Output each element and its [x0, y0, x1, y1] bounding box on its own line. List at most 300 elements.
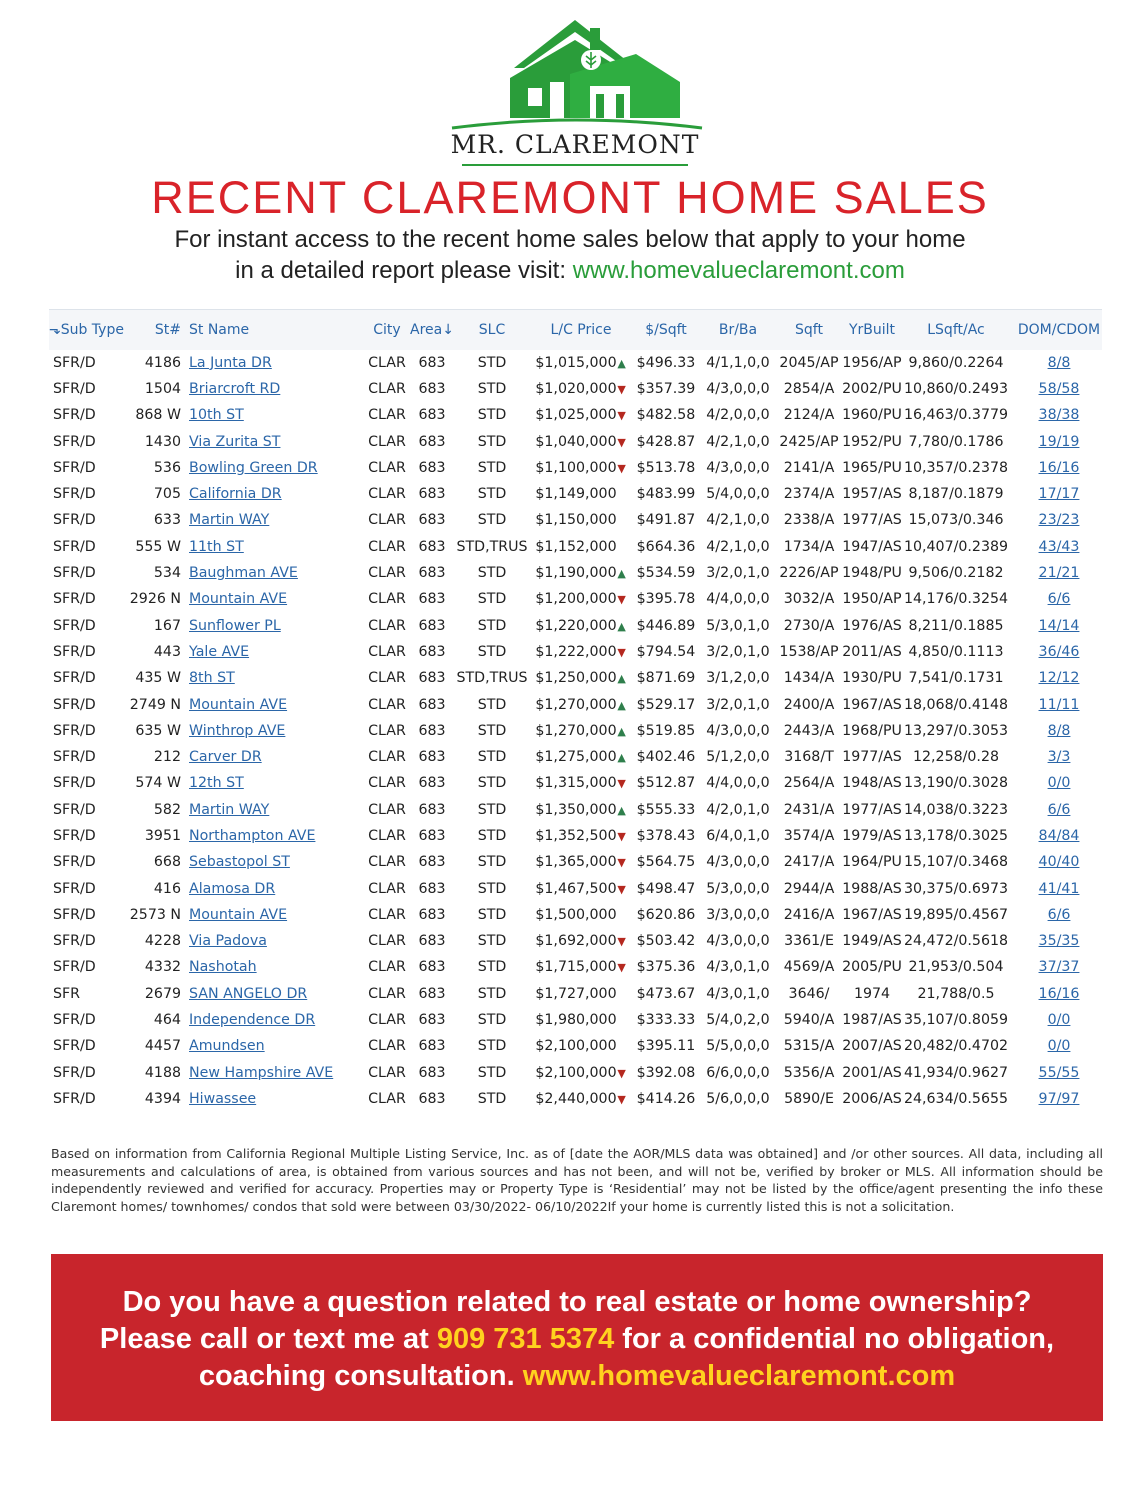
cell-slc: STD: [477, 880, 507, 897]
price-value: $1,727,000: [535, 985, 617, 1002]
cell-yr-built: 1987/AS: [842, 1012, 902, 1029]
table-row[interactable]: [49, 718, 1102, 744]
cell-street-number: 443: [153, 643, 181, 660]
cell-br-ba: 5/1,2,0,0: [706, 749, 770, 766]
page-title: RECENT CLAREMONT HOME SALES: [151, 172, 989, 223]
cell-street-name: [185, 350, 365, 376]
street-name-link[interactable]: Bowling Green DR: [189, 459, 318, 476]
cell-price-per-sqft: $473.67: [636, 985, 696, 1002]
cell-price: [529, 691, 633, 717]
street-name-link[interactable]: 12th ST: [189, 775, 244, 792]
cell-city: CLAR: [368, 880, 406, 897]
cell-sub-type: SFR/D: [53, 933, 96, 950]
price-up-arrow-icon: ▲: [617, 724, 626, 738]
cell-price: [529, 534, 633, 560]
dom-link[interactable]: 35/35: [1038, 933, 1080, 950]
price-down-arrow-icon: ▼: [617, 935, 626, 949]
price-value: $1,500,000: [535, 906, 617, 923]
table-row[interactable]: [49, 481, 1102, 507]
cell-city: CLAR: [368, 512, 406, 529]
cell-street-name: [185, 797, 365, 823]
street-name-link[interactable]: Martin WAY: [189, 801, 270, 818]
cell-sqft: 2944/A: [783, 880, 835, 897]
dom-link[interactable]: 12/12: [1038, 670, 1080, 687]
street-name-link[interactable]: 10th ST: [189, 407, 244, 424]
cell-city: CLAR: [368, 1064, 406, 1081]
table-row[interactable]: [49, 586, 1102, 612]
street-name-link[interactable]: Carver DR: [189, 749, 262, 766]
cell-price: [529, 1033, 633, 1059]
cell-price-per-sqft: $555.33: [636, 801, 696, 818]
cell-slc: STD: [477, 801, 507, 818]
cell-price: [529, 981, 633, 1007]
dom-link[interactable]: 37/37: [1038, 959, 1080, 976]
col-header-br-ba[interactable]: Br/Ba: [718, 321, 758, 338]
dom-link[interactable]: 19/19: [1038, 433, 1080, 450]
cell-dom: [1009, 691, 1102, 717]
cell-lot-sqft: 15,073/0.346: [908, 512, 1004, 529]
street-name-link[interactable]: Mountain AVE: [189, 696, 288, 713]
dom-link[interactable]: 21/21: [1038, 565, 1080, 582]
cell-sub-type: SFR/D: [53, 512, 96, 529]
cell-area: 683: [418, 617, 446, 634]
table-row[interactable]: [49, 1007, 1102, 1033]
cell-street-number: 2749 N: [129, 696, 181, 713]
street-name-link[interactable]: SAN ANGELO DR: [189, 985, 308, 1002]
street-name-link[interactable]: California DR: [189, 486, 282, 503]
cell-yr-built: 1968/PU: [842, 722, 902, 739]
cell-street-name: [185, 612, 365, 638]
dom-link[interactable]: 11/11: [1038, 696, 1080, 713]
price-value: $2,100,000: [535, 1064, 617, 1081]
cell-sqft: 3361/E: [784, 933, 834, 950]
cell-area: 683: [418, 959, 446, 976]
dom-link[interactable]: 55/55: [1038, 1064, 1080, 1081]
price-up-arrow-icon: ▲: [617, 672, 626, 686]
cta-phone-number[interactable]: 909 731 5374: [436, 1323, 615, 1355]
cell-price-per-sqft: $428.87: [636, 433, 696, 450]
cell-price: [529, 1086, 633, 1112]
cell-city: CLAR: [368, 906, 406, 923]
price-value: $1,100,000: [535, 459, 617, 476]
cell-price: [529, 954, 633, 980]
cell-slc: STD: [477, 380, 507, 397]
street-name-link[interactable]: Briarcroft RD: [189, 380, 281, 397]
cell-street-name: [185, 665, 365, 691]
dom-link[interactable]: 8/8: [1047, 722, 1071, 739]
cell-dom: [1009, 718, 1102, 744]
cell-area: 683: [418, 801, 446, 818]
price-value: $1,015,000: [535, 354, 617, 371]
dom-link[interactable]: 3/3: [1047, 749, 1071, 766]
cell-price: [529, 770, 633, 796]
dom-link[interactable]: 0/0: [1047, 1038, 1071, 1055]
cell-sqft: 2374/A: [783, 486, 835, 503]
table-row[interactable]: [49, 823, 1102, 849]
cell-street-number: 464: [153, 1012, 181, 1029]
cell-sub-type: SFR/D: [53, 459, 96, 476]
cell-dom: [1009, 875, 1102, 901]
cell-area: 683: [418, 722, 446, 739]
cell-price: [529, 639, 633, 665]
table-row[interactable]: [49, 428, 1102, 454]
cell-street-number: 534: [153, 565, 181, 582]
cell-price: [529, 718, 633, 744]
table-row[interactable]: [49, 560, 1102, 586]
cell-dom: [1009, 534, 1102, 560]
cell-sqft: 3032/A: [783, 591, 835, 608]
brand-logo: [440, 14, 710, 164]
col-header-sqft[interactable]: Sqft: [795, 321, 823, 338]
cell-price-per-sqft: $513.78: [636, 459, 696, 476]
cell-price: [529, 507, 633, 533]
col-header-price-per-sqft[interactable]: $/Sqft: [645, 321, 687, 338]
cell-price-per-sqft: $414.26: [636, 1090, 696, 1107]
cell-br-ba: 4/2,1,0,0: [706, 433, 770, 450]
price-value: $2,440,000: [535, 1090, 617, 1107]
cell-lot-sqft: 10,357/0.2378: [903, 459, 1009, 476]
price-down-arrow-icon: ▼: [617, 645, 626, 659]
table-row[interactable]: [49, 744, 1102, 770]
cell-br-ba: 4/3,0,1,0: [706, 985, 770, 1002]
cell-street-number: 1430: [144, 433, 181, 450]
cell-street-name: [185, 1007, 365, 1033]
table-row[interactable]: [49, 981, 1102, 1007]
cell-sqft: 5356/A: [783, 1064, 835, 1081]
dom-link[interactable]: 41/41: [1038, 880, 1080, 897]
price-down-arrow-icon: ▼: [617, 961, 626, 975]
cell-yr-built: 1957/AS: [842, 486, 902, 503]
dom-link[interactable]: 16/16: [1038, 985, 1080, 1002]
cell-yr-built: 2001/AS: [842, 1064, 902, 1081]
dom-link[interactable]: 0/0: [1047, 1012, 1071, 1029]
dom-link[interactable]: 23/23: [1038, 512, 1080, 529]
dom-link[interactable]: 36/46: [1038, 643, 1080, 660]
table-row[interactable]: [49, 875, 1102, 901]
table-row[interactable]: [49, 534, 1102, 560]
cell-price-per-sqft: $378.43: [636, 827, 696, 844]
cell-street-number: 668: [153, 854, 181, 871]
price-value: $1,149,000: [535, 486, 617, 503]
price-down-arrow-icon: ▼: [617, 1066, 626, 1080]
cell-slc: STD: [477, 906, 507, 923]
cell-area: 683: [418, 565, 446, 582]
cell-city: CLAR: [368, 1038, 406, 1055]
col-header-slc[interactable]: SLC: [478, 321, 506, 338]
price-value: $1,980,000: [535, 1012, 617, 1029]
cell-area: 683: [418, 933, 446, 950]
dom-link[interactable]: 16/16: [1038, 459, 1080, 476]
cell-price: [529, 612, 633, 638]
cell-street-name: [185, 376, 365, 402]
cell-city: CLAR: [368, 854, 406, 871]
street-name-link[interactable]: Via Zurita ST: [189, 433, 281, 450]
col-header-dom[interactable]: DOM/CDOM: [1017, 321, 1101, 338]
cell-price: [529, 665, 633, 691]
price-value: $1,190,000: [535, 565, 617, 582]
cell-lot-sqft: 10,407/0.2389: [903, 538, 1009, 555]
street-name-link[interactable]: Via Padova: [189, 933, 267, 950]
cell-slc: STD: [477, 512, 507, 529]
cell-street-number: 635 W: [135, 722, 181, 739]
cell-dom: [1009, 639, 1102, 665]
cell-yr-built: 1960/PU: [842, 407, 902, 424]
table-row[interactable]: [49, 665, 1102, 691]
cell-lot-sqft: 18,068/0.4148: [903, 696, 1009, 713]
cell-br-ba: 4/2,0,1,0: [706, 801, 770, 818]
table-row[interactable]: [49, 507, 1102, 533]
cta-line-2: Please call or text me at 909 731 5374 for a confidential no obligation,: [99, 1323, 1055, 1355]
street-name-link[interactable]: Amundsen: [189, 1038, 265, 1055]
street-name-link[interactable]: Baughman AVE: [189, 565, 298, 582]
table-row[interactable]: [49, 455, 1102, 481]
price-up-arrow-icon: ▲: [617, 698, 626, 712]
cell-street-number: 868 W: [135, 407, 181, 424]
table-row[interactable]: [49, 1033, 1102, 1059]
cell-lot-sqft: 24,472/0.5618: [903, 933, 1009, 950]
cell-sub-type: SFR/D: [53, 643, 96, 660]
dom-link[interactable]: 0/0: [1047, 775, 1071, 792]
street-name-link[interactable]: Winthrop AVE: [189, 722, 286, 739]
cell-price-per-sqft: $498.47: [636, 880, 696, 897]
dom-link[interactable]: 6/6: [1047, 591, 1071, 608]
cell-price-per-sqft: $395.11: [636, 1038, 696, 1055]
cell-sqft: 1434/A: [783, 670, 835, 687]
cell-price-per-sqft: $519.85: [636, 722, 696, 739]
col-header-st-num[interactable]: St#: [154, 321, 181, 338]
price-value: $1,220,000: [535, 617, 617, 634]
cell-lot-sqft: 7,780/0.1786: [908, 433, 1004, 450]
cell-street-name: [185, 823, 365, 849]
cell-street-name: [185, 1033, 365, 1059]
cell-city: CLAR: [368, 354, 406, 371]
cell-yr-built: 1977/AS: [842, 512, 902, 529]
table-row[interactable]: [49, 639, 1102, 665]
cell-slc: STD: [477, 1012, 507, 1029]
cell-br-ba: 3/2,0,1,0: [706, 565, 770, 582]
cell-lot-sqft: 13,178/0.3025: [903, 827, 1009, 844]
cell-sub-type: SFR/D: [53, 1012, 96, 1029]
subtitle-line-1: For instant access to the recent home sales below that apply to your home: [174, 226, 966, 253]
cell-lot-sqft: 8,211/0.1885: [908, 617, 1004, 634]
price-up-arrow-icon: ▲: [617, 567, 626, 581]
cell-sqft: 2443/A: [783, 722, 835, 739]
cell-price-per-sqft: $496.33: [636, 354, 696, 371]
street-name-link[interactable]: 8th ST: [189, 670, 235, 687]
street-name-link[interactable]: Mountain AVE: [189, 591, 288, 608]
cell-city: CLAR: [368, 433, 406, 450]
cell-sqft: 2417/A: [783, 854, 835, 871]
cell-slc: STD: [477, 985, 507, 1002]
cell-dom: [1009, 928, 1102, 954]
cell-dom: [1009, 350, 1102, 376]
price-value: $1,365,000: [535, 854, 617, 871]
cell-street-name: [185, 902, 365, 928]
cell-slc: STD: [477, 591, 507, 608]
subtitle-url-link[interactable]: www.homevalueclaremont.com: [572, 257, 905, 284]
street-name-link[interactable]: Independence DR: [189, 1012, 316, 1029]
cell-city: CLAR: [368, 1012, 406, 1029]
cell-street-number: 4457: [144, 1038, 181, 1055]
table-row[interactable]: [49, 1060, 1102, 1086]
cell-price: [529, 928, 633, 954]
cell-price: [529, 875, 633, 901]
cell-lot-sqft: 41,934/0.9627: [903, 1064, 1009, 1081]
street-name-link[interactable]: Sebastopol ST: [189, 854, 290, 871]
cell-sub-type: SFR/D: [53, 722, 96, 739]
col-header-sub-type[interactable]: ⬎Sub Type: [49, 321, 124, 338]
cell-lot-sqft: 13,190/0.3028: [903, 775, 1009, 792]
price-down-arrow-icon: ▼: [617, 856, 626, 870]
cell-br-ba: 5/4,0,2,0: [706, 1012, 770, 1029]
cell-area: 683: [418, 1038, 446, 1055]
street-name-link[interactable]: Sunflower PL: [189, 617, 281, 634]
col-header-city[interactable]: City: [373, 321, 401, 338]
dom-link[interactable]: 38/38: [1038, 407, 1080, 424]
cell-price: [529, 586, 633, 612]
sales-table: [49, 309, 1102, 1112]
price-value: $1,692,000: [535, 933, 617, 950]
cell-sub-type: SFR/D: [53, 1064, 96, 1081]
cell-sub-type: SFR/D: [53, 775, 96, 792]
price-value: $2,100,000: [535, 1038, 617, 1055]
cell-street-name: [185, 744, 365, 770]
table-row[interactable]: [49, 954, 1102, 980]
dom-link[interactable]: 8/8: [1047, 354, 1071, 371]
cell-sqft: 2124/A: [783, 407, 835, 424]
table-row[interactable]: [49, 902, 1102, 928]
cell-area: 683: [418, 880, 446, 897]
dom-link[interactable]: 40/40: [1038, 854, 1080, 871]
cell-sqft: 5940/A: [783, 1012, 835, 1029]
price-down-arrow-icon: ▼: [617, 882, 626, 896]
street-name-link[interactable]: La Junta DR: [189, 354, 272, 371]
table-row[interactable]: [49, 691, 1102, 717]
cell-dom: [1009, 376, 1102, 402]
cell-price-per-sqft: $534.59: [636, 565, 696, 582]
cell-price: [529, 376, 633, 402]
cell-street-name: [185, 639, 365, 665]
cell-dom: [1009, 849, 1102, 875]
table-row[interactable]: [49, 612, 1102, 638]
table-row[interactable]: [49, 797, 1102, 823]
cell-area: 683: [418, 591, 446, 608]
street-name-link[interactable]: Mountain AVE: [189, 906, 288, 923]
cell-city: CLAR: [368, 617, 406, 634]
cell-br-ba: 4/2,1,0,0: [706, 512, 770, 529]
cell-sqft: 5315/A: [783, 1038, 835, 1055]
cell-city: CLAR: [368, 670, 406, 687]
cell-br-ba: 4/3,0,0,0: [706, 459, 770, 476]
cta-url-link[interactable]: www.homevalueclaremont.com: [522, 1360, 956, 1392]
price-value: $1,352,500: [535, 827, 617, 844]
cell-street-name: [185, 455, 365, 481]
cell-sub-type: SFR/D: [53, 906, 96, 923]
table-row[interactable]: [49, 770, 1102, 796]
cell-sqft: 2854/A: [783, 380, 835, 397]
cell-slc: STD: [477, 854, 507, 871]
cell-area: 683: [418, 1064, 446, 1081]
cell-price-per-sqft: $503.42: [636, 933, 696, 950]
cell-sub-type: SFR/D: [53, 696, 96, 713]
col-header-price[interactable]: L/C Price: [550, 321, 612, 338]
cell-slc: STD: [477, 959, 507, 976]
cell-yr-built: 1950/AP: [842, 591, 902, 608]
cell-sub-type: SFR/D: [53, 538, 96, 555]
dom-link[interactable]: 17/17: [1038, 486, 1080, 503]
cell-city: CLAR: [368, 565, 406, 582]
col-header-area[interactable]: Area↓: [410, 321, 454, 338]
dom-link[interactable]: 6/6: [1047, 906, 1071, 923]
cell-yr-built: 1977/AS: [842, 801, 902, 818]
cell-street-name: [185, 981, 365, 1007]
col-header-yr-built[interactable]: YrBuilt: [848, 321, 896, 338]
table-row[interactable]: [49, 1086, 1102, 1112]
dom-link[interactable]: 84/84: [1038, 827, 1080, 844]
dom-link[interactable]: 97/97: [1038, 1090, 1080, 1107]
cell-slc: STD: [477, 1090, 507, 1107]
street-name-link[interactable]: New Hampshire AVE: [189, 1064, 334, 1081]
cell-area: 683: [418, 775, 446, 792]
dom-link[interactable]: 58/58: [1038, 380, 1080, 397]
cell-price-per-sqft: $392.08: [636, 1064, 696, 1081]
cell-br-ba: 6/6,0,0,0: [706, 1064, 770, 1081]
col-header-st-name[interactable]: St Name: [189, 321, 250, 338]
street-name-link[interactable]: Northampton AVE: [189, 827, 316, 844]
cell-price-per-sqft: $333.33: [636, 1012, 696, 1029]
street-name-link[interactable]: Alamosa DR: [189, 880, 276, 897]
cell-lot-sqft: 12,258/0.28: [912, 749, 999, 766]
cell-street-number: 2573 N: [129, 906, 181, 923]
cell-city: CLAR: [368, 959, 406, 976]
cell-price-per-sqft: $357.39: [636, 380, 696, 397]
cell-dom: [1009, 1060, 1102, 1086]
cell-dom: [1009, 507, 1102, 533]
table-row[interactable]: [49, 402, 1102, 428]
table-row[interactable]: [49, 928, 1102, 954]
cell-price: [529, 797, 633, 823]
dom-link[interactable]: 6/6: [1047, 801, 1071, 818]
cell-street-number: 633: [153, 512, 181, 529]
cell-sub-type: SFR/D: [53, 827, 96, 844]
dom-link[interactable]: 14/14: [1038, 617, 1080, 634]
cta-line-3: coaching consultation. www.homevalueclaremont.com: [198, 1360, 956, 1392]
table-row[interactable]: [49, 849, 1102, 875]
cell-area: 683: [418, 696, 446, 713]
street-name-link[interactable]: 11th ST: [189, 538, 244, 555]
cell-price-per-sqft: $482.58: [636, 407, 696, 424]
cell-slc: STD: [477, 354, 507, 371]
cell-sub-type: SFR/D: [53, 565, 96, 582]
dom-link[interactable]: 43/43: [1038, 538, 1080, 555]
col-header-lot-sqft[interactable]: LSqft/Ac: [927, 321, 985, 338]
street-name-link[interactable]: Yale AVE: [189, 643, 250, 660]
cell-dom: [1009, 1033, 1102, 1059]
cell-dom: [1009, 902, 1102, 928]
cell-sub-type: SFR/D: [53, 801, 96, 818]
cell-street-name: [185, 875, 365, 901]
table-header-row: [49, 310, 1102, 350]
cell-slc: STD: [477, 459, 507, 476]
street-name-link[interactable]: Hiwassee: [189, 1090, 257, 1107]
cell-city: CLAR: [368, 407, 406, 424]
table-row[interactable]: [49, 376, 1102, 402]
street-name-link[interactable]: Nashotah: [189, 959, 257, 976]
street-name-link[interactable]: Martin WAY: [189, 512, 270, 529]
table-row[interactable]: [49, 350, 1102, 376]
cell-dom: [1009, 612, 1102, 638]
cell-yr-built: 2002/PU: [842, 380, 902, 397]
